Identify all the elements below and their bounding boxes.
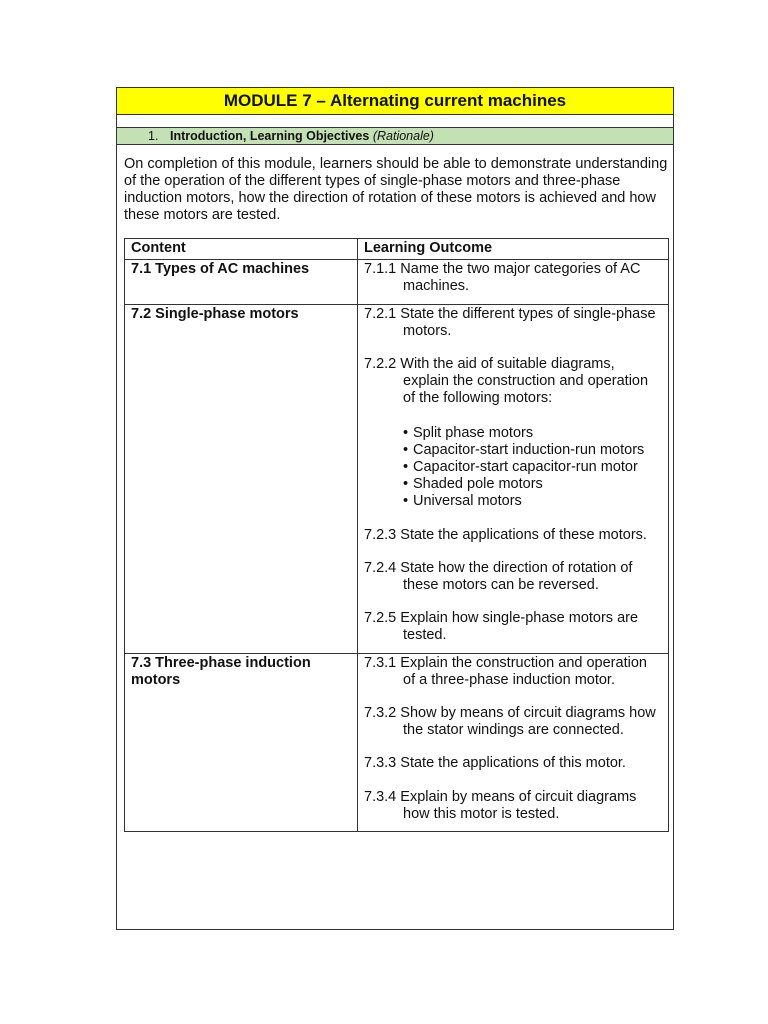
table-row bbox=[125, 653, 669, 831]
section-number: 1. bbox=[148, 129, 159, 143]
bullet-icon: • bbox=[403, 441, 409, 458]
outcome-item: 7.3.2 Show by means of circuit diagrams how the stator windings are connected. bbox=[364, 705, 656, 739]
outcome-cell bbox=[358, 304, 669, 653]
outcome-item: 7.2.5 Explain how single-phase motors are tested. bbox=[364, 610, 639, 644]
outcome-cell bbox=[358, 260, 669, 304]
section-label-italic: (Rationale) bbox=[372, 129, 434, 143]
bullet-icon: • bbox=[403, 476, 409, 493]
motor-bullet-list bbox=[364, 425, 662, 511]
bullet-icon: • bbox=[403, 424, 409, 441]
module-title: MODULE 7 – Alternating current machines bbox=[117, 88, 673, 115]
list-item: • Capacitor-start capacitor-run motor bbox=[403, 459, 638, 476]
list-item: • Capacitor-start induction-run motors bbox=[403, 441, 645, 458]
content-cell: 7.2 Single-phase motors bbox=[125, 304, 358, 653]
content-cell: 7.3 Three-phase induction motors bbox=[125, 653, 358, 831]
list-item: • Shaded pole motors bbox=[403, 476, 543, 493]
outcome-cell bbox=[358, 653, 669, 831]
header-content: Content bbox=[125, 239, 358, 260]
table-header-row bbox=[125, 239, 669, 260]
list-item: • Universal motors bbox=[403, 493, 522, 510]
outcomes-table bbox=[124, 238, 669, 832]
section-heading bbox=[117, 127, 673, 145]
module-frame bbox=[116, 87, 674, 930]
outcome-item: 7.3.1 Explain the construction and operation of a three-phase induction motor. bbox=[364, 654, 647, 688]
content-cell: 7.1 Types of AC machines bbox=[125, 260, 358, 304]
bullet-icon: • bbox=[403, 493, 409, 510]
outcome-item: 7.2.3 State the applications of these motors. bbox=[364, 526, 647, 543]
list-item: • Split phase motors bbox=[403, 424, 534, 441]
table-row bbox=[125, 260, 669, 304]
outcome-item: 7.3.4 Explain by means of circuit diagrams how this motor is tested. bbox=[364, 788, 637, 822]
bullet-icon: • bbox=[403, 459, 409, 476]
section-label bbox=[170, 128, 434, 144]
outcome-item: 7.2.4 State how the direction of rotation of these motors can be reversed. bbox=[364, 559, 633, 594]
outcome-item: 7.3.3 State the applications of this motor. bbox=[364, 755, 626, 772]
outcome-item: 7.2.1 State the different types of single-phase motors. bbox=[364, 305, 656, 339]
intro-paragraph: On completion of this module, learners should be able to demonstrate understanding of the operation of the different types of single-phase motors and three-phase induction motors, how the direction of rotation of these motors is achieved and how these motors are tested. bbox=[124, 156, 668, 223]
table-row bbox=[125, 304, 669, 653]
outcome-item: 7.1.1 Name the two major categories of AC machines. bbox=[364, 261, 641, 295]
outcome-item: 7.2.2 With the aid of suitable diagrams, explain the construction and operation of the following motors: bbox=[364, 356, 649, 407]
header-learning-outcome: Learning Outcome bbox=[358, 239, 669, 260]
section-label-bold: Introduction, Learning Objectives bbox=[170, 129, 370, 143]
